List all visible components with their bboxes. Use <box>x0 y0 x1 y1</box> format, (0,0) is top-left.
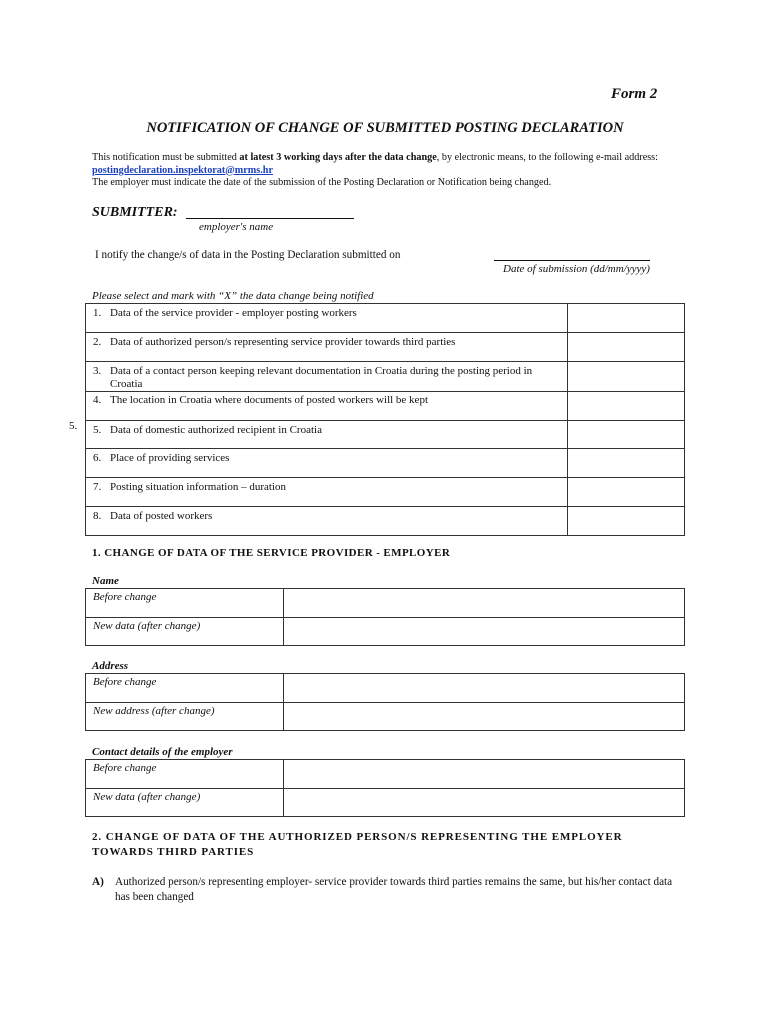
change-item-checkbox[interactable] <box>568 304 685 333</box>
item-a-text: Authorized person/s representing employer- service provider towards third parties remains the same, but his/her contact data has been changed <box>115 876 673 903</box>
date-caption: Date of submission (dd/mm/yyyy) <box>503 263 650 275</box>
contact-before-field[interactable] <box>283 760 684 789</box>
address-table <box>85 673 685 731</box>
table-row <box>86 362 685 392</box>
table-row <box>86 421 685 449</box>
change-item-label: 6. Place of providing services <box>86 449 568 478</box>
table-row <box>86 760 685 789</box>
item-a <box>92 875 682 904</box>
address-after-field[interactable] <box>283 703 684 731</box>
change-item-label: 4. The location in Croatia where documents of posted workers will be kept <box>86 392 568 421</box>
table-row <box>86 674 685 703</box>
change-item-checkbox[interactable] <box>568 362 685 392</box>
name-subheading: Name <box>92 575 119 587</box>
submission-date-field[interactable] <box>494 260 650 261</box>
before-change-label: Before change <box>86 760 284 789</box>
section2-heading-line2: TOWARDS THIRD PARTIES <box>92 846 255 858</box>
select-hint: Please select and mark with “X” the data change being notified <box>92 290 374 302</box>
change-item-label: 8. Data of posted workers <box>86 507 568 536</box>
change-item-label: 7. Posting situation information – duration <box>86 478 568 507</box>
form-number: Form 2 <box>611 86 658 102</box>
intro-deadline: at latest 3 working days after the data change <box>239 152 437 163</box>
table-row <box>86 789 685 817</box>
change-item-checkbox[interactable] <box>568 392 685 421</box>
submitter-label: SUBMITTER: <box>92 205 178 220</box>
intro-text-3: The employer must indicate the date of the submission of the Posting Declaration or Notification being changed. <box>92 177 552 188</box>
table-row <box>86 333 685 362</box>
section2-heading-line1: 2. CHANGE OF DATA OF THE AUTHORIZED PERSON/S REPRESENTING THE EMPLOYER <box>92 831 623 843</box>
change-item-label: 1. Data of the service provider - employer posting workers <box>86 304 568 333</box>
table-row <box>86 618 685 646</box>
change-item-checkbox[interactable] <box>568 478 685 507</box>
change-item-checkbox[interactable] <box>568 507 685 536</box>
margin-number: 5. <box>69 420 78 432</box>
after-change-label: New address (after change) <box>86 703 284 731</box>
intro-text-2: , by electronic means, to the following e-mail address: <box>436 152 658 163</box>
name-table <box>85 588 685 646</box>
after-change-label: New data (after change) <box>86 618 284 646</box>
section1-heading: 1. CHANGE OF DATA OF THE SERVICE PROVIDER - EMPLOYER <box>92 547 451 559</box>
before-change-label: Before change <box>86 674 284 703</box>
table-row <box>86 478 685 507</box>
table-row <box>86 449 685 478</box>
intro-text-1: This notification must be submitted <box>92 152 240 163</box>
submitter-caption: employer's name <box>199 221 274 233</box>
notify-text: I notify the change/s of data in the Posting Declaration submitted on <box>95 249 401 261</box>
change-item-label: 5. Data of domestic authorized recipient in Croatia <box>86 421 568 449</box>
table-row <box>86 304 685 333</box>
email-link[interactable]: postingdeclaration.inspektorat@mrms.hr <box>92 164 273 176</box>
change-item-label: 3. Data of a contact person keeping relevant documentation in Croatia during the posting period in Croatia <box>86 362 568 392</box>
before-change-label: Before change <box>86 589 284 618</box>
change-selection-table <box>85 303 685 536</box>
table-row <box>86 507 685 536</box>
document-title: NOTIFICATION OF CHANGE OF SUBMITTED POSTING DECLARATION <box>146 120 624 136</box>
item-a-letter: A) <box>92 876 104 888</box>
table-row <box>86 392 685 421</box>
table-row <box>86 703 685 731</box>
table-row <box>86 589 685 618</box>
name-after-field[interactable] <box>283 618 684 646</box>
submitter-name-field[interactable] <box>186 218 354 219</box>
address-subheading: Address <box>92 660 129 672</box>
change-item-checkbox[interactable] <box>568 333 685 362</box>
address-before-field[interactable] <box>283 674 684 703</box>
intro-paragraph <box>92 152 684 190</box>
change-item-checkbox[interactable] <box>568 449 685 478</box>
after-change-label: New data (after change) <box>86 789 284 817</box>
change-item-checkbox[interactable] <box>568 421 685 449</box>
contact-table <box>85 759 685 817</box>
change-item-label: 2. Data of authorized person/s representing service provider towards third parties <box>86 333 568 362</box>
name-before-field[interactable] <box>283 589 684 618</box>
contact-subheading: Contact details of the employer <box>92 746 233 758</box>
contact-after-field[interactable] <box>283 789 684 817</box>
